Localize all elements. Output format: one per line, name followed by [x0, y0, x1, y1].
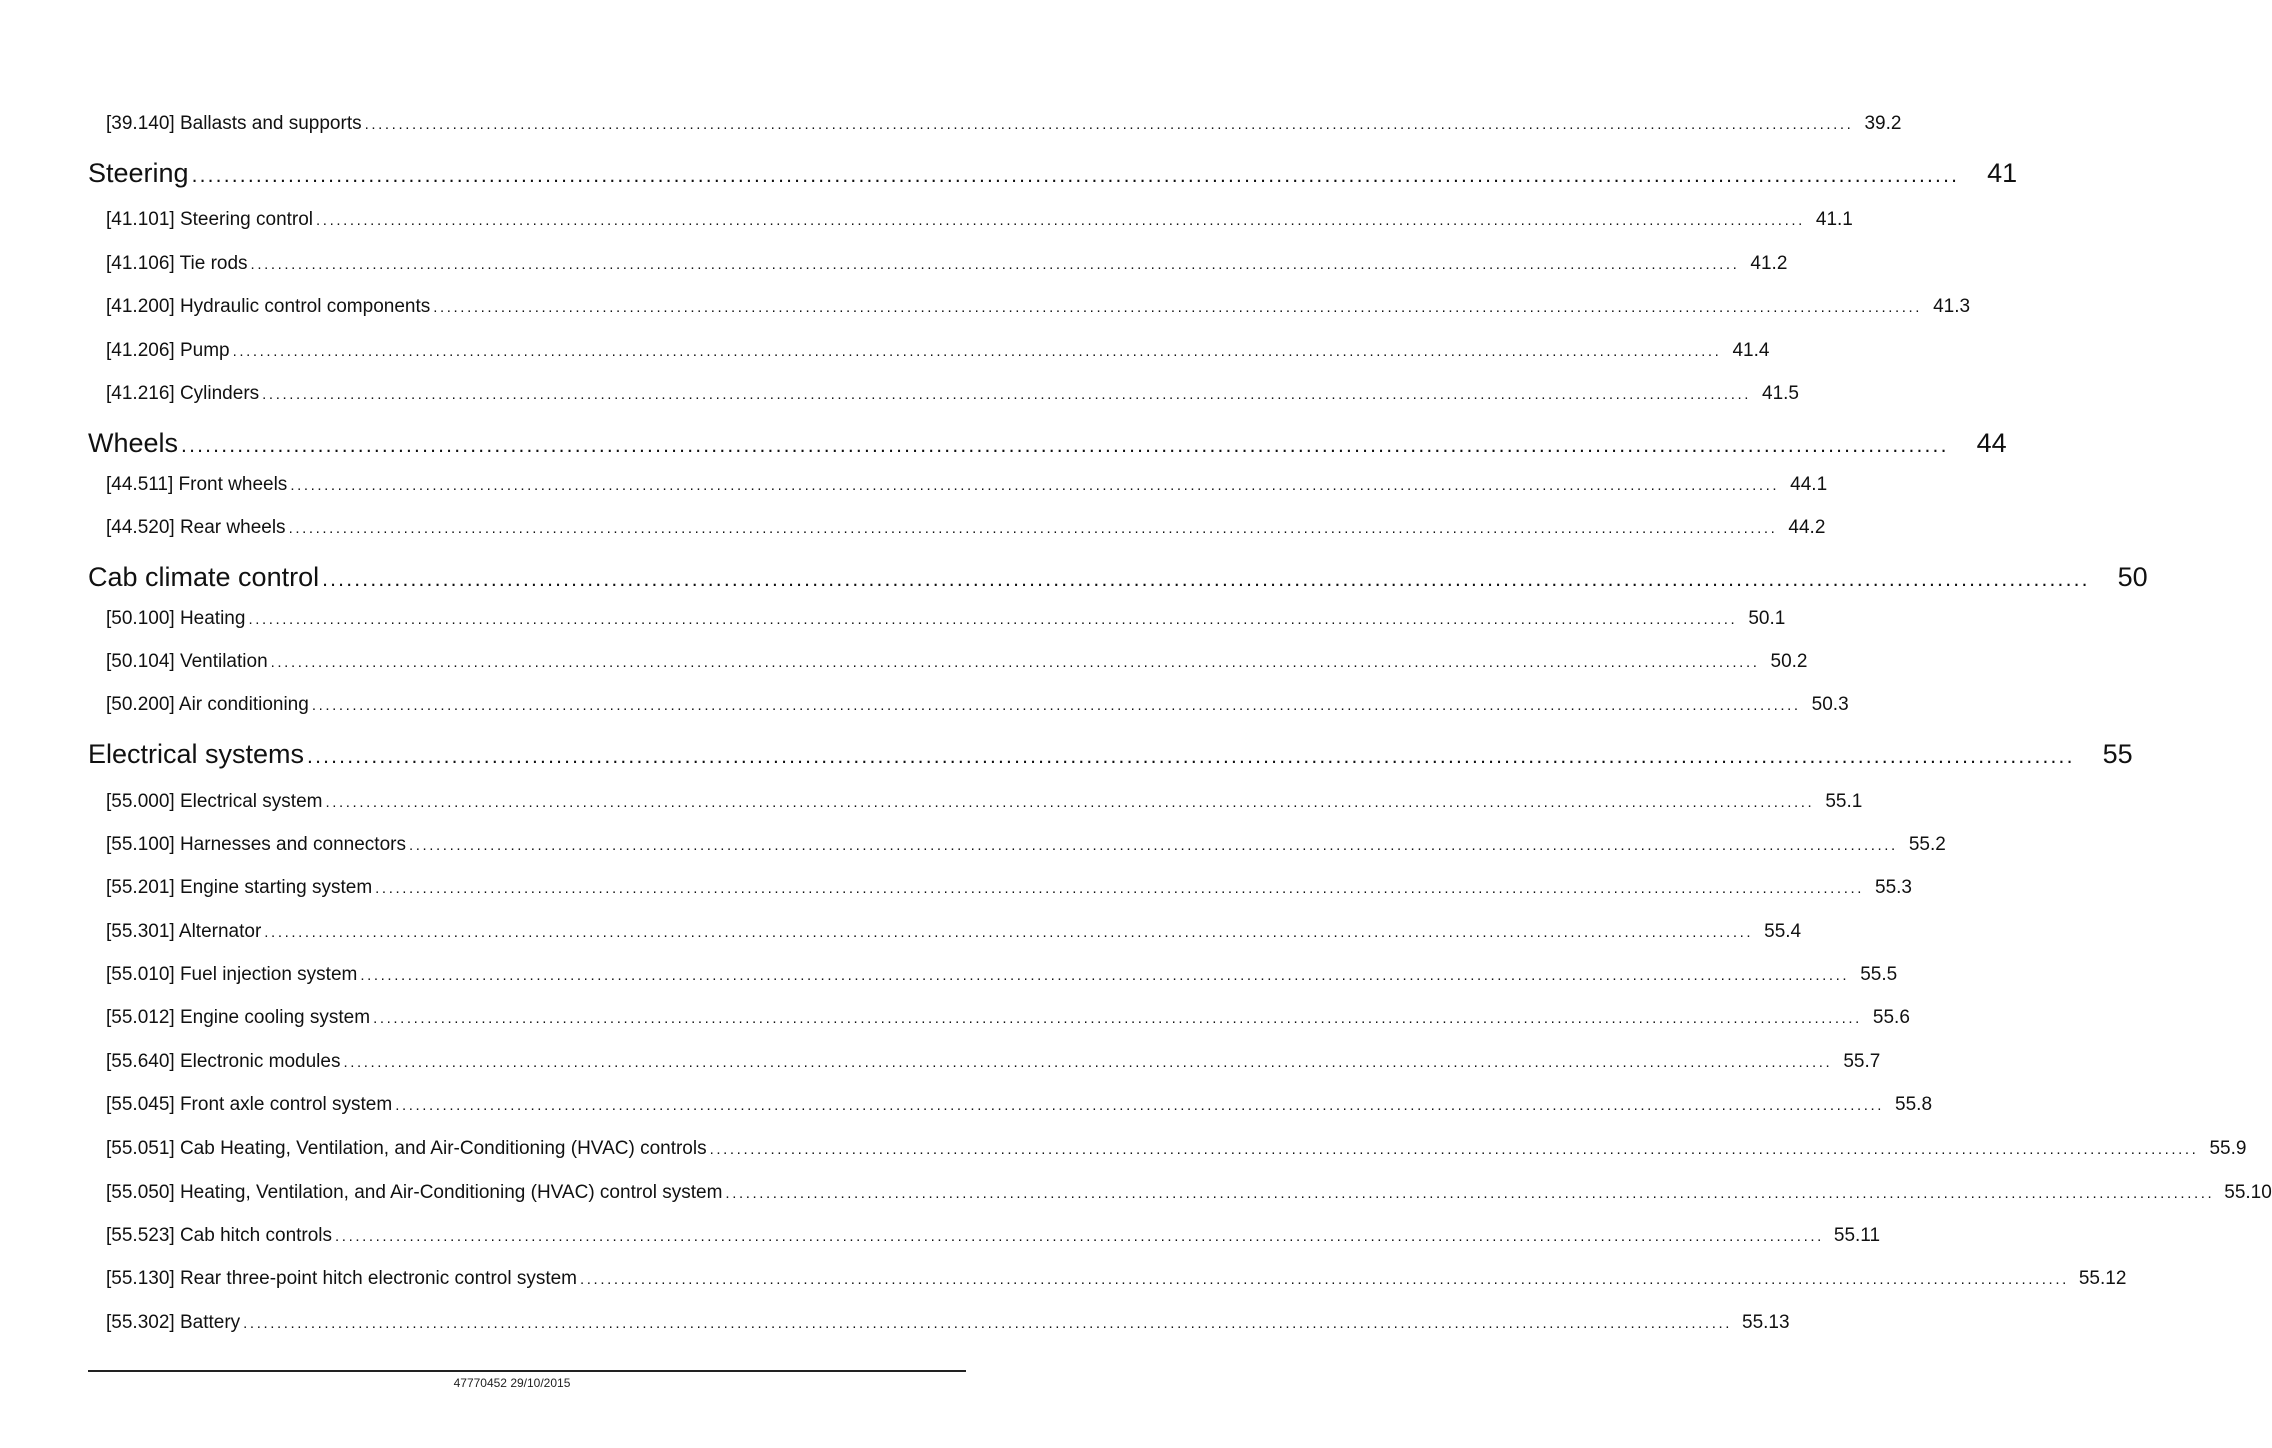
toc-entry[interactable] — [106, 473, 1828, 498]
toc-entry-label: [41.200] Hydraulic control components — [106, 296, 431, 317]
toc-entry-label: [55.010] Fuel injection system — [106, 964, 358, 985]
toc-entry-label: [55.130] Rear three-point hitch electronic control system — [106, 1268, 578, 1289]
toc-entry[interactable] — [106, 963, 1898, 988]
leader-dots: ............................................................................................................................................................................................................................ — [375, 880, 1864, 897]
toc-entry-label: [55.302] Battery — [106, 1312, 241, 1333]
toc-entry-label: [50.200] Air conditioning — [106, 694, 309, 715]
toc-section-electrical-systems[interactable] — [88, 738, 2133, 773]
leader-dots: ............................................................................................................................................................................................................................ — [181, 434, 1949, 457]
toc-entry[interactable] — [106, 833, 1946, 858]
toc-section-page: 50 — [2117, 562, 2148, 592]
toc-entry[interactable] — [106, 382, 1799, 407]
leader-dots: ............................................................................................................................................................................................................................ — [364, 116, 1854, 133]
leader-dots: ............................................................................................................................................................................................................................ — [191, 164, 1960, 187]
toc-entry[interactable] — [106, 1311, 1790, 1336]
toc-entry-page: 39.2 — [1864, 113, 1902, 134]
leader-dots: ............................................................................................................................................................................................................................ — [725, 1185, 2215, 1202]
leader-dots: ............................................................................................................................................................................................................................ — [232, 343, 1722, 360]
toc-entry[interactable] — [106, 1267, 2127, 1292]
leader-dots: ............................................................................................................................................................................................................................ — [580, 1271, 2069, 1288]
toc-entry-page: 55.3 — [1875, 877, 1912, 898]
leader-dots: ............................................................................................................................................................................................................................ — [243, 1315, 1732, 1332]
toc-entry-page: 55.8 — [1895, 1094, 1933, 1115]
leader-dots: ............................................................................................................................................................................................................................ — [316, 212, 1805, 229]
toc-entry-label: [41.106] Tie rods — [106, 253, 248, 274]
toc-entry[interactable] — [106, 790, 1863, 815]
toc-entry[interactable] — [106, 1137, 2247, 1162]
toc-entry[interactable] — [106, 876, 1912, 901]
toc-entry-page: 44.2 — [1788, 517, 1826, 538]
toc-entry-page: 50.1 — [1748, 608, 1786, 629]
toc-entry-page: 55.9 — [2209, 1138, 2247, 1159]
leader-dots: ............................................................................................................................................................................................................................ — [290, 477, 1780, 494]
leader-dots: ............................................................................................................................................................................................................................ — [270, 654, 1760, 671]
leader-dots: ............................................................................................................................................................................................................................ — [250, 256, 1740, 273]
toc-entry-page: 55.11 — [1833, 1225, 1881, 1246]
toc-entry[interactable] — [106, 920, 1802, 945]
toc-entry-label: [50.100] Heating — [106, 608, 246, 629]
leader-dots: ............................................................................................................................................................................................................................ — [307, 745, 2075, 768]
toc-entry-page: 41.4 — [1732, 340, 1770, 361]
toc-entry-page: 55.10 — [2224, 1182, 2272, 1203]
toc-entry-label: [41.216] Cylinders — [106, 383, 260, 404]
leader-dots: ............................................................................................................................................................................................................................ — [325, 794, 1815, 811]
toc-entry-page: 41.3 — [1933, 296, 1971, 317]
toc-entry-label: [55.100] Harnesses and connectors — [106, 834, 406, 855]
toc-entry[interactable] — [106, 1224, 1881, 1249]
leader-dots: ............................................................................................................................................................................................................................ — [343, 1054, 1833, 1071]
toc-entry-page: 50.2 — [1770, 651, 1808, 672]
leader-dots: ............................................................................................................................................................................................................................ — [360, 967, 1850, 984]
toc-entry[interactable] — [106, 1006, 1910, 1031]
toc-section-wheels[interactable] — [88, 427, 2007, 462]
toc-section-cab-climate-control[interactable] — [88, 561, 2148, 596]
leader-dots: ............................................................................................................................................................................................................................ — [373, 1010, 1862, 1027]
toc-entry-page: 55.1 — [1825, 791, 1863, 812]
leader-dots: ............................................................................................................................................................................................................................ — [264, 924, 1754, 941]
toc-section-page: 55 — [2102, 739, 2133, 769]
toc-entry-page: 55.12 — [2078, 1268, 2127, 1289]
toc-entry-label: [55.000] Electrical system — [106, 791, 323, 812]
toc-entry[interactable] — [106, 208, 1853, 233]
toc-entry-label: [44.520] Rear wheels — [106, 517, 286, 538]
toc-entry[interactable] — [106, 693, 1849, 718]
toc-entry-label: [55.523] Cab hitch controls — [106, 1225, 333, 1246]
toc-section-label: Steering — [88, 158, 189, 188]
toc-entry-label: [41.206] Pump — [106, 340, 230, 361]
toc-entry-label: [50.104] Ventilation — [106, 651, 268, 672]
toc-entry[interactable] — [106, 1181, 2272, 1206]
leader-dots: ............................................................................................................................................................................................................................ — [322, 568, 2090, 591]
leader-dots: ............................................................................................................................................................................................................................ — [408, 837, 1898, 854]
leader-dots: ............................................................................................................................................................................................................................ — [709, 1141, 2199, 1158]
toc-entry[interactable] — [106, 607, 1786, 632]
toc-entry-label: [55.012] Engine cooling system — [106, 1007, 371, 1028]
toc-section-label: Electrical systems — [88, 739, 305, 769]
leader-dots: ............................................................................................................................................................................................................................ — [395, 1097, 1885, 1114]
toc-entry[interactable] — [106, 650, 1808, 675]
toc-entry-page: 55.5 — [1860, 964, 1898, 985]
toc-entry[interactable] — [106, 1050, 1881, 1075]
toc-entry-label: [55.640] Electronic modules — [106, 1051, 341, 1072]
toc-entry-page: 55.6 — [1872, 1007, 1910, 1028]
footer-doc-ref: 47770452 29/10/2015 — [453, 1376, 571, 1390]
toc-entry[interactable] — [106, 295, 1971, 320]
leader-dots: ............................................................................................................................................................................................................................ — [335, 1228, 1824, 1245]
toc-section-label: Cab climate control — [88, 562, 320, 592]
toc-section-label: Wheels — [88, 428, 179, 458]
leader-dots: ............................................................................................................................................................................................................................ — [433, 299, 1923, 316]
toc-entry[interactable] — [106, 516, 1826, 541]
toc-section-page: 44 — [1976, 428, 2007, 458]
toc-entry-page: 55.2 — [1908, 834, 1946, 855]
toc-entry-label: [55.050] Heating, Ventilation, and Air-Conditioning (HVAC) control system — [106, 1182, 723, 1203]
leader-dots: ............................................................................................................................................................................................................................ — [311, 697, 1801, 714]
toc-entry-page: 44.1 — [1790, 474, 1828, 495]
toc-entry-page: 55.7 — [1843, 1051, 1881, 1072]
toc-entry-page: 41.1 — [1815, 209, 1853, 230]
toc-entry[interactable] — [106, 339, 1770, 364]
toc-entry[interactable] — [106, 112, 1902, 137]
footer-divider — [88, 1370, 966, 1372]
leader-dots: ............................................................................................................................................................................................................................ — [288, 520, 1778, 537]
toc-section-steering[interactable] — [88, 157, 2018, 192]
toc-entry[interactable] — [106, 252, 1788, 277]
toc-entry-label: [55.045] Front axle control system — [106, 1094, 393, 1115]
leader-dots: ............................................................................................................................................................................................................................ — [262, 386, 1751, 403]
toc-entry-page: 50.3 — [1811, 694, 1849, 715]
toc-section-page: 41 — [1987, 158, 2018, 188]
toc-entry-page: 55.13 — [1742, 1312, 1790, 1333]
toc-entry-page: 41.5 — [1762, 383, 1799, 404]
leader-dots: ............................................................................................................................................................................................................................ — [248, 611, 1738, 628]
toc-entry-label: [55.301] Alternator — [106, 921, 262, 942]
toc-entry-label: [55.201] Engine starting system — [106, 877, 373, 898]
toc-entry-label: [41.101] Steering control — [106, 209, 314, 230]
toc-entry-page: 41.2 — [1750, 253, 1788, 274]
toc-entry-label: [55.051] Cab Heating, Ventilation, and Air-Conditioning (HVAC) controls — [106, 1138, 707, 1159]
toc-entry-label: [39.140] Ballasts and supports — [106, 113, 362, 134]
toc-entry[interactable] — [106, 1093, 1933, 1118]
toc-entry-label: [44.511] Front wheels — [106, 474, 288, 495]
toc-entry-page: 55.4 — [1764, 921, 1802, 942]
